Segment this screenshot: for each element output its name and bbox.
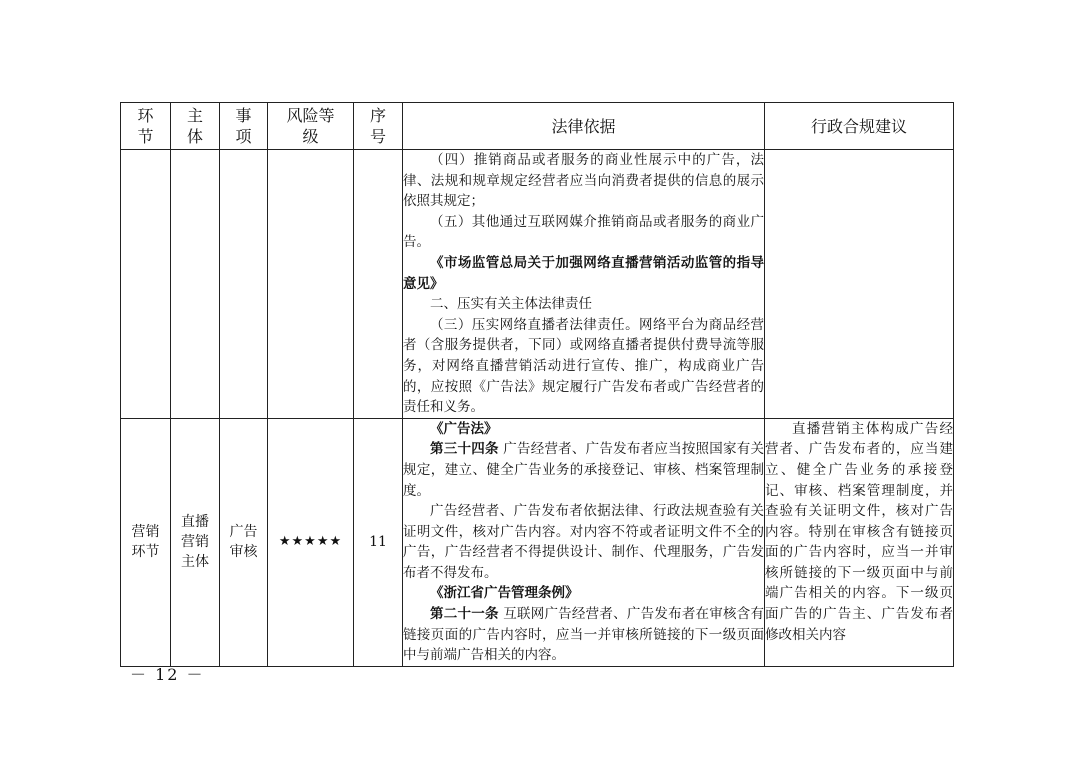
- cell-seq: [354, 150, 403, 419]
- compliance-table: [120, 102, 954, 667]
- header-row: [121, 103, 954, 150]
- cell-subject: 直播 营销 主体: [171, 418, 220, 666]
- page-number: － 12 －: [130, 665, 205, 684]
- cell-stage: [121, 150, 171, 419]
- header-advice: 行政合规建议: [765, 103, 954, 150]
- cell-law: [403, 150, 765, 419]
- header-law: 法律依据: [403, 103, 765, 150]
- law-article: [403, 439, 764, 501]
- cell-item: 广告 审核: [220, 418, 268, 666]
- cell-risk: [268, 150, 354, 419]
- cell-seq: 11: [354, 418, 403, 666]
- cell-advice: [765, 150, 954, 419]
- header-risk: 风险等 级: [268, 103, 354, 150]
- law-paragraph: 广告经营者、广告发布者依据法律、行政法规查验有关证明文件，核对广告内容。对内容不符或者证明文件不全的广告，广告经营者不得提供设计、制作、代理服务，广告发布者不得发布。: [403, 503, 764, 581]
- header-item: 事 项: [220, 103, 268, 150]
- cell-stage: 营销 环节: [121, 418, 171, 666]
- cell-advice: [765, 418, 954, 666]
- article-heading: 第二十一条: [430, 606, 499, 623]
- law-title: 《浙江省广告管理条例》: [430, 585, 579, 602]
- law-paragraph: （四）推销商品或者服务的商业性展示中的广告，法律、法规和规章规定经营者应当向消费者提供的信息的展示依照其规定；: [403, 152, 764, 210]
- cell-law: [403, 418, 765, 666]
- law-paragraph: （三）压实网络直播者法律责任。网络平台为商品经营者（含服务提供者，下同）或网络直播者提供付费导流等服务，对网络直播营销活动进行宣传、推广，构成商业广告的，应按照《广告法》规定履行广告发布者或广告经营者的责任和义务。: [403, 316, 764, 416]
- table-row: [121, 418, 954, 666]
- law-title: 《市场监管总局关于加强网络直播营销活动监管的指导意见》: [403, 254, 764, 292]
- advice-text: 直播营销主体构成广告经营者、广告发布者的，应当建立、健全广告业务的承接登记、审核、档案管理制度，并查验有关证明文件，核对广告内容。特别在审核含有链接页面的广告内容时，应当一并审核所链接的下一级页面中与前端广告相关的内容。下一级页面广告的广告主、广告发布者修改相关内容: [765, 420, 953, 643]
- law-paragraph: （五）其他通过互联网媒介推销商品或者服务的商业广告。: [403, 213, 764, 251]
- law-title: 《广告法》: [430, 420, 498, 437]
- article-text: 广告经营者、广告发布者应当按照国家有关规定，建立、健全广告业务的承接登记、审核、档案管理制度。: [403, 441, 765, 499]
- article-text: 互联网广告经营者、广告发布者在审核含有链接页面的广告内容时，应当一并审核所链接的下一级页面中与前端广告相关的内容。: [403, 606, 765, 664]
- cell-subject: [171, 150, 220, 419]
- cell-item: [220, 150, 268, 419]
- table-row: [121, 150, 954, 419]
- header-subject: 主 体: [171, 103, 220, 150]
- law-paragraph: 二、压实有关主体法律责任: [430, 296, 592, 313]
- header-stage: 环 节: [121, 103, 171, 150]
- law-article: [403, 604, 764, 666]
- risk-stars: ★★★★★: [268, 418, 354, 666]
- article-heading: 第三十四条: [430, 441, 499, 458]
- header-seq: 序 号: [354, 103, 403, 150]
